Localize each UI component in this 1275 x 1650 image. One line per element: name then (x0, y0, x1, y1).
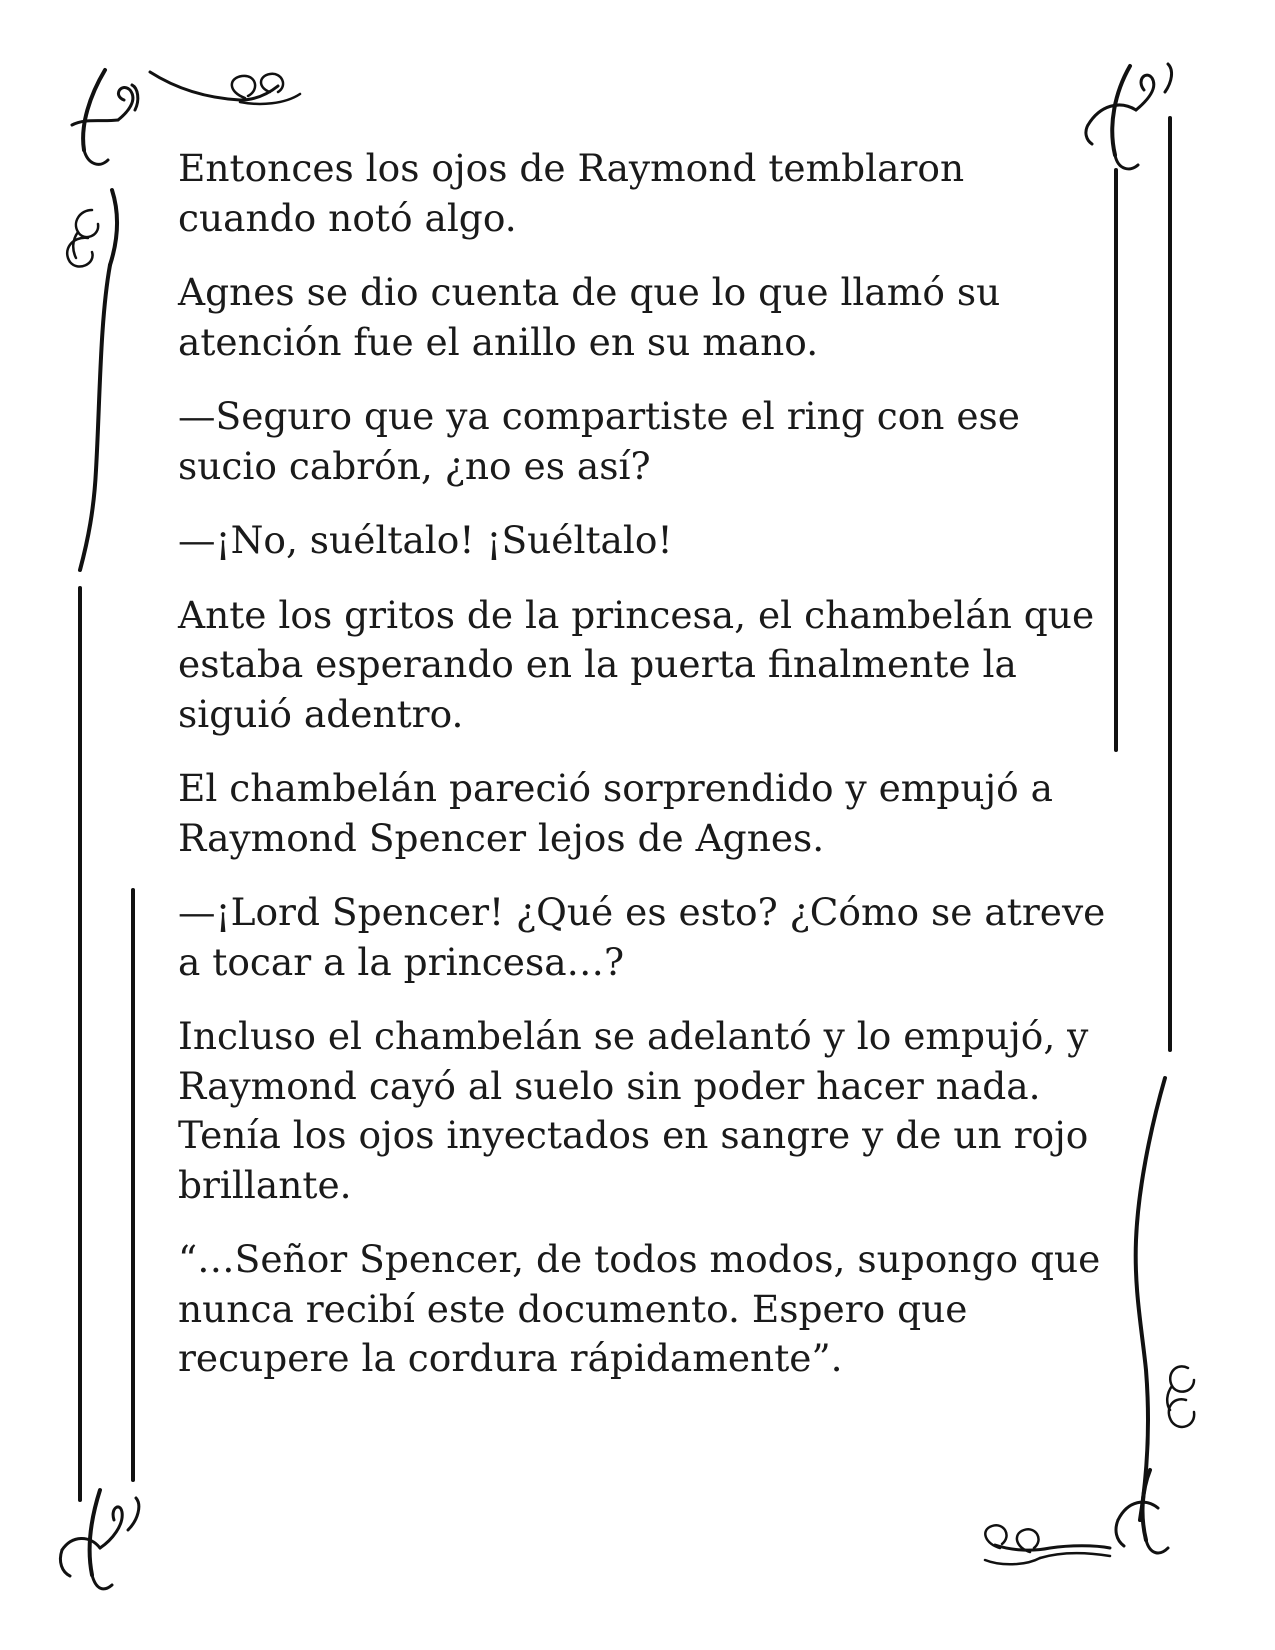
paragraph-4: —¡No, suéltalo! ¡Suéltalo! (178, 518, 673, 562)
paragraph-8: Incluso el chambelán se adelantó y lo empujó, y Raymond cayó al suelo sin poder hacer nada. Tenía los ojos inyectados en sangre y de un rojo brillante. (178, 1014, 1089, 1207)
paragraph-9: “…Señor Spencer, de todos modos, supongo que nunca recibí este documento. Espero que recupere la cordura rápidamente”. (178, 1237, 1101, 1380)
text-column (178, 144, 1108, 1409)
bottom-left-flourish-ornament (60, 1490, 138, 1589)
paragraph-3: —Seguro que ya compartiste el ring con ese sucio cabrón, ¿no es así? (178, 394, 1020, 488)
paragraph-2: Agnes se dio cuenta de que lo que llamó su atención fue el anillo en su mano. (178, 270, 1001, 364)
paragraph-1: Entonces los ojos de Raymond temblaron cuando notó algo. (178, 146, 965, 240)
paragraph-6: El chambelán pareció sorprendido y empujó a Raymond Spencer lejos de Agnes. (178, 766, 1053, 860)
paragraph-7: —¡Lord Spencer! ¿Qué es esto? ¿Cómo se atreve a tocar a la princesa…? (178, 890, 1106, 984)
paragraph-5: Ante los gritos de la princesa, el chambelán que estaba esperando en la puerta finalmente la siguió adentro. (178, 592, 1095, 736)
